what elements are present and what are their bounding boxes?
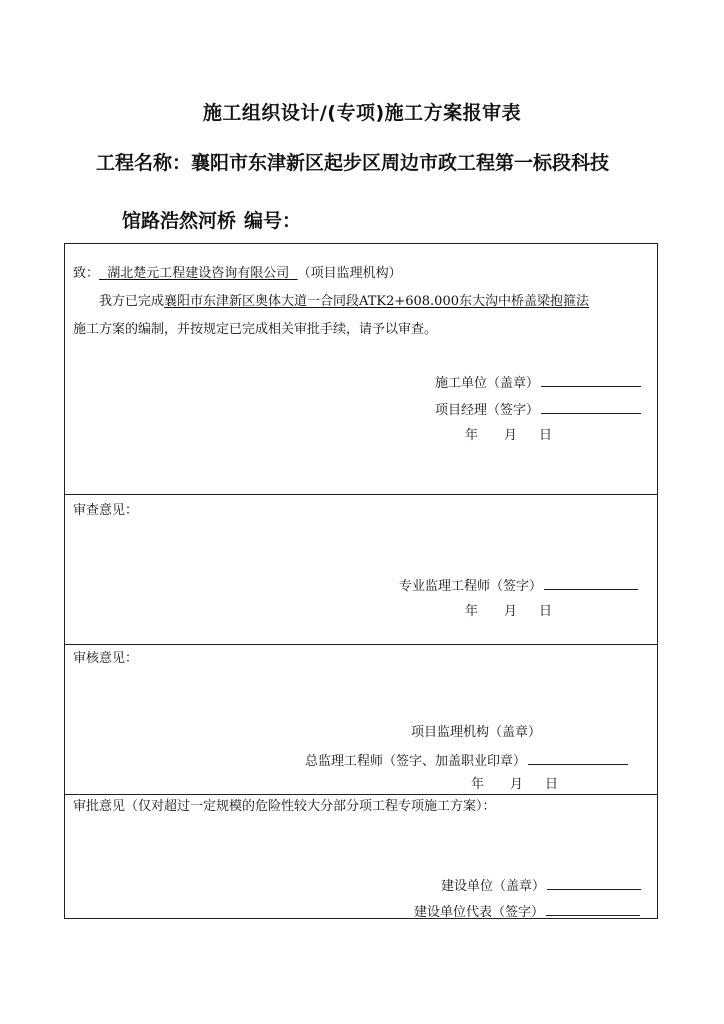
form-title: 施工组织设计/(专项)施工方案报审表 (202, 102, 522, 124)
body-prefix: 我方已完成 (99, 294, 165, 309)
to-suffix: （项目监理机构） (297, 266, 402, 281)
approval-section (65, 795, 657, 919)
project-name-line1 (96, 148, 609, 175)
to-org: 湖北楚元工程建设咨询有限公司 (107, 266, 290, 281)
approval-heading: 审批意见（仅对超过一定规模的危险性较大分部分项工程专项施工方案）： (73, 799, 496, 814)
supervision-org-line: 项目监理机构（盖章） (411, 725, 542, 740)
body-line1 (99, 294, 589, 310)
submission-section (65, 244, 657, 495)
date-line (471, 777, 558, 793)
to-label: 致： (73, 266, 100, 281)
inspection-section (65, 495, 657, 645)
audit-heading: 审核意见： (73, 651, 139, 666)
date-day: 日 (545, 777, 559, 792)
date-day: 日 (539, 428, 553, 443)
date-line (465, 428, 552, 444)
date-month: 月 (510, 777, 524, 792)
construction-unit-line (435, 374, 641, 392)
review-form (64, 243, 658, 919)
date-month: 月 (504, 428, 518, 443)
body-line2: 施工方案的编制，并按规定已完成相关审批手续，请予以审查。 (73, 322, 438, 337)
inspection-heading: 审查意见： (73, 503, 139, 518)
project-name: 襄阳市东津新区起步区周边市政工程第一标段科技 (191, 152, 610, 174)
construction-unit-signature-field[interactable] (541, 374, 641, 387)
builder-rep-signature-field[interactable] (546, 903, 640, 916)
chief-engineer-line (305, 752, 628, 770)
builder-rep-label: 建设单位代表（签字） (414, 905, 545, 920)
builder-rep-line (414, 903, 640, 921)
date-year: 年 (465, 428, 479, 443)
number-label: 编号： (244, 210, 302, 232)
date-year: 年 (471, 777, 485, 792)
project-name-line2 (122, 206, 301, 233)
audit-section (65, 645, 657, 795)
project-name-cont: 馆路浩然河桥 (122, 210, 237, 232)
project-manager-label: 项目经理（签字） (435, 403, 540, 418)
chief-engineer-label: 总监理工程师（签字、加盖职业印章） (305, 754, 527, 769)
construction-unit-label: 施工单位（盖章） (435, 376, 540, 391)
date-day: 日 (539, 604, 553, 619)
date-line (465, 604, 552, 620)
engineer-signature-field[interactable] (544, 577, 638, 590)
engineer-label: 专业监理工程师（签字） (399, 579, 543, 594)
chief-engineer-signature-field[interactable] (528, 752, 628, 765)
date-month: 月 (504, 604, 518, 619)
builder-unit-label: 建设单位（盖章） (441, 879, 546, 894)
addressee-line (73, 266, 402, 282)
builder-unit-line (441, 877, 641, 895)
project-label: 工程名称： (96, 152, 192, 174)
builder-unit-signature-field[interactable] (547, 877, 641, 890)
body-subject: 襄阳市东津新区奥体大道一合同段ATK2+608.000东大沟中桥盖梁抱箍法 (164, 294, 589, 309)
date-year: 年 (465, 604, 479, 619)
project-manager-signature-field[interactable] (541, 401, 641, 414)
engineer-line (399, 577, 638, 595)
project-manager-line (435, 401, 641, 419)
